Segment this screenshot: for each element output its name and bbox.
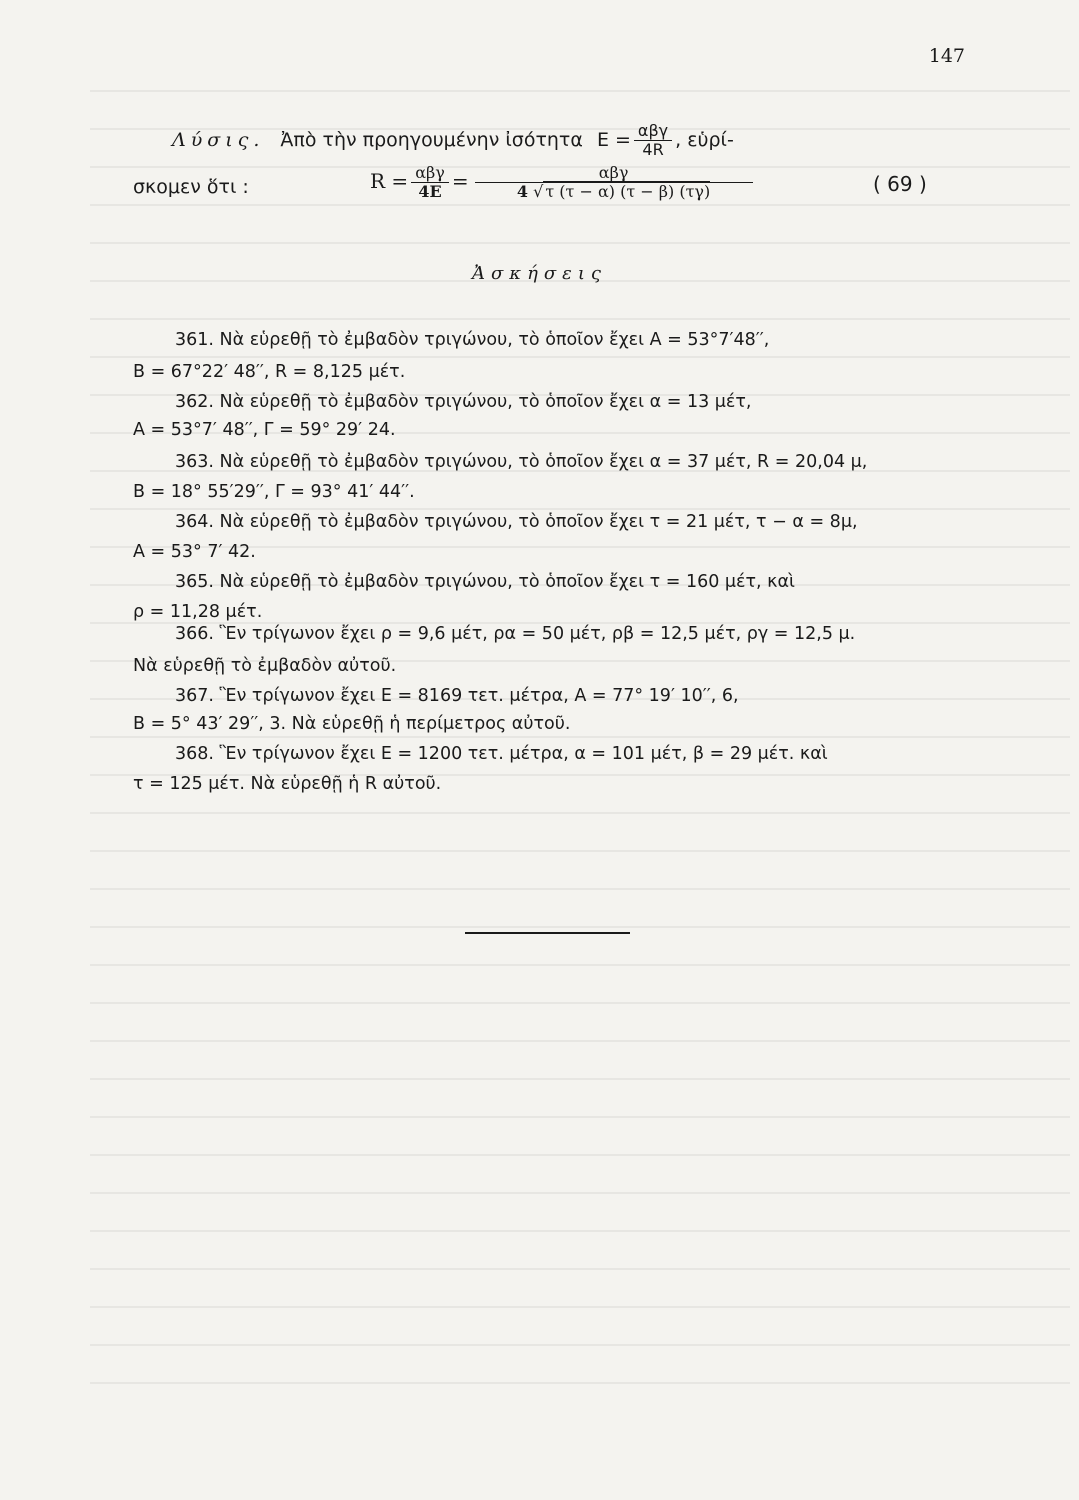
exercise-365-line-2: ρ = 11,28 μέτ. (133, 602, 263, 622)
equation-number: ( 69 ) (873, 172, 927, 196)
solution-label: Λύσις. (172, 128, 265, 151)
area-fraction (634, 122, 672, 159)
radius-fraction-1-denominator: 4Ε (418, 181, 442, 201)
exercise-367-line-2: Β = 5° 43′ 29′′, 3. Νὰ εὑρεθῇ ἡ περίμετρος αὐτοῦ. (133, 714, 571, 734)
solution-tail: , εὑρί- (675, 128, 734, 151)
end-rule (465, 932, 630, 934)
exercise-362-line-1: 362. Νὰ εὑρεθῇ τὸ ἐμβαδὸν τριγώνου, τὸ ὁποῖον ἔχει α = 13 μέτ, (175, 392, 752, 412)
formula-lhs: Ε = (596, 128, 631, 151)
exercise-366-line-1: 366. Ἓν τρίγωνον ἔχει ρ = 9,6 μέτ, ρα = 50 μέτ, ρβ = 12,5 μέτ, ργ = 12,5 μ. (175, 624, 856, 644)
radius-fraction-1-numerator: αβγ (411, 164, 449, 183)
radius-formula (370, 164, 756, 201)
exercise-366-line-2: Νὰ εὑρεθῇ τὸ ἐμβαδὸν αὐτοῦ. (133, 656, 397, 676)
exercise-363-line-1: 363. Νὰ εὑρεθῇ τὸ ἐμβαδὸν τριγώνου, τὸ ὁποῖον ἔχει α = 37 μέτ, R = 20,04 μ, (175, 452, 868, 472)
exercise-361-line-1: 361. Νὰ εὑρεθῇ τὸ ἐμβαδὸν τριγώνου, τὸ ὁποῖον ἔχει Α = 53°7′48′′, (175, 330, 770, 350)
solution-intro: Ἀπὸ τὴν προηγουμένην ἰσότητα (280, 128, 583, 151)
sqrt-symbol: √ (533, 181, 544, 201)
exercise-363-line-2: Β = 18° 55′29′′, Γ = 93° 41′ 44′′. (133, 482, 415, 502)
exercise-368-line-1: 368. Ἓν τρίγωνον ἔχει Ε = 1200 τετ. μέτρα, α = 101 μέτ, β = 29 μέτ. καὶ (175, 744, 828, 764)
exercise-364-line-1: 364. Νὰ εὑρεθῇ τὸ ἐμβαδὸν τριγώνου, τὸ ὁποῖον ἔχει τ = 21 μέτ, τ − α = 8μ, (175, 512, 858, 532)
equals-sign: = (451, 168, 469, 193)
radius-fraction-2-denominator (513, 183, 714, 201)
bleed-through-texture (90, 90, 1070, 1390)
solution-line-1 (172, 122, 734, 159)
area-fraction-numerator: αβγ (634, 122, 672, 141)
solution-line-2-start: σκομεν ὅτι : (133, 176, 249, 198)
exercise-365-line-1: 365. Νὰ εὑρεθῇ τὸ ἐμβαδὸν τριγώνου, τὸ ὁποῖον ἔχει τ = 160 μέτ, καὶ (175, 572, 795, 592)
area-fraction-denominator: 4R (642, 139, 664, 159)
radius-fraction-2-numerator: αβγ (475, 164, 753, 183)
radius-fraction-2 (475, 164, 753, 201)
exercise-364-line-2: Α = 53° 7′ 42. (133, 542, 256, 562)
exercise-362-line-2: Α = 53°7′ 48′′, Γ = 59° 29′ 24. (133, 420, 396, 440)
page-number: 147 (928, 45, 965, 67)
exercises-heading: Ἀσκήσεις (472, 263, 607, 284)
radius-fraction-1 (411, 164, 449, 201)
exercise-368-line-2: τ = 125 μέτ. Νὰ εὑρεθῇ ἡ R αὐτοῦ. (133, 774, 442, 794)
exercise-367-line-1: 367. Ἓν τρίγωνον ἔχει Ε = 8169 τετ. μέτρα, Α = 77° 19′ 10′′, 6, (175, 686, 739, 706)
radius-lhs: R = (370, 168, 409, 193)
radius-fraction-2-root: τ (τ − α) (τ − β) (τγ) (545, 181, 711, 201)
exercise-361-line-2: Β = 67°22′ 48′′, R = 8,125 μέτ. (133, 362, 406, 382)
radius-fraction-2-denominator-prefix: 4 (516, 181, 529, 201)
